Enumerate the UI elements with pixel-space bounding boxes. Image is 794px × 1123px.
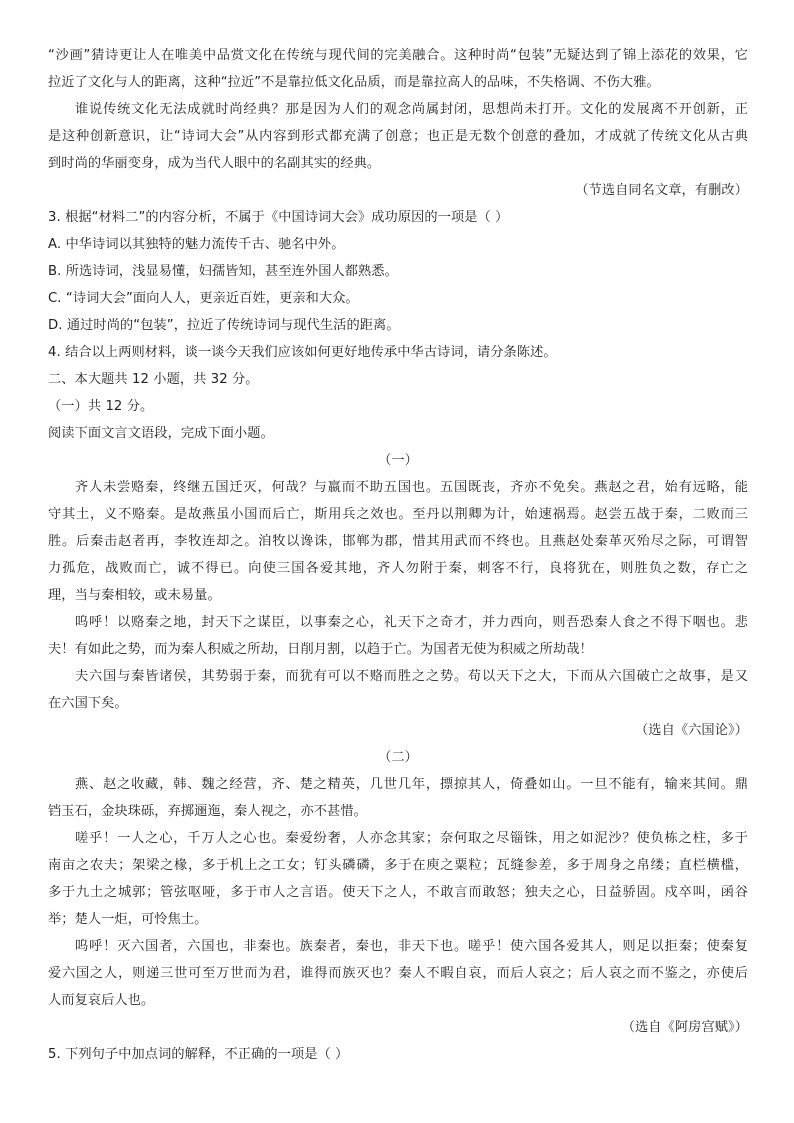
passage-1-marker: （一） xyxy=(378,453,418,468)
text-line: 齐人未尝赂秦，终继五国迁灭，何哉？与嬴而不助五国也。五国既丧，齐亦不免矣。燕赵之君，始有远略，能 xyxy=(75,480,748,495)
text-line: 夫六国与秦皆诸侯，其势弱于秦，而犹有可以不赂而胜之之势。苟以天下之大，下而从六国破亡之故事，是又 xyxy=(75,669,748,684)
text-line: 燕、赵之收藏，韩、魏之经营，齐、楚之精英，几世几年，摽掠其人，倚叠如山。一旦不能有，输来其间。鼎 xyxy=(75,777,748,792)
text-line: 在六国下矣。 xyxy=(48,696,128,711)
subsection-heading: （一）共 12 分。 xyxy=(48,399,154,414)
material-tail-paragraph-1 xyxy=(48,42,748,96)
material-tail-paragraph-2 xyxy=(48,96,748,177)
question-4-stem: 4. 结合以上两则材料，谈一谈今天我们应该如何更好地传承中华古诗词，请分条陈述。 xyxy=(48,345,557,360)
question-3-stem: 3. 根据“材料二”的内容分析，不属于《中国诗词大会》成功原因的一项是（ ） xyxy=(48,210,509,225)
text-line: 拉近了文化与人的距离，这种“拉近”不是靠拉低文化品质，而是靠拉高人的品味，不失格调、不伤大雅。 xyxy=(48,75,660,90)
text-line: 多于九土之城郭；管弦呕哑，多于市人之言语。使天下之人，不敢言而敢怒；独夫之心，日益骄固。戍卒叫，函谷 xyxy=(48,885,748,900)
question-3-option-d: D. 通过时尚的“包装”，拉近了传统诗词与现代生活的距离。 xyxy=(48,318,400,333)
text-line: 铛玉石，金块珠砾，弃掷逦迤，秦人视之，亦不甚惜。 xyxy=(48,804,367,819)
question-5-stem: 5. 下列句子中加点词的解释，不正确的一项是（ ） xyxy=(48,1047,349,1062)
reading-instruction: 阅读下面文言文语段，完成下面小题。 xyxy=(48,426,274,441)
question-3-option-c: C. “诗词大会”面向人人，更亲近百姓，更亲和大众。 xyxy=(48,291,359,306)
passage-2-paragraph-3 xyxy=(48,933,748,1014)
passage-1-paragraph-2 xyxy=(48,609,748,663)
passage-2-paragraph-1 xyxy=(48,771,748,825)
material-source: （节选自同名文章，有删改） xyxy=(575,183,748,198)
passage-1-paragraph-3 xyxy=(48,663,748,717)
passage-2-paragraph-2 xyxy=(48,825,748,933)
text-line: 理，当与秦相较，或未易量。 xyxy=(48,588,221,603)
passage-1-source: （选自《六国论》） xyxy=(635,723,748,738)
passage-2-source: （选自《阿房宫赋》） xyxy=(621,1020,748,1035)
text-line: 举；楚人一炬，可怜焦土。 xyxy=(48,912,208,927)
text-line: 人而复哀后人也。 xyxy=(48,993,155,1008)
question-3-option-a: A. 中华诗词以其独特的魅力流传千古、驰名中外。 xyxy=(48,237,345,252)
text-line: 到时尚的华丽变身，成为当代人眼中的名副其实的经典。 xyxy=(48,156,381,171)
text-line: 呜呼！以赂秦之地，封天下之谋臣，以事秦之心，礼天下之奇才，并力西向，则吾恐秦人食之不得下咽也。悲 xyxy=(75,615,748,630)
text-line: 呜呼！灭六国者，六国也，非秦也。族秦者，秦也，非天下也。嗟乎！使六国各爱其人，则足以拒秦；使秦复 xyxy=(75,939,748,954)
text-line: “沙画”猜诗更让人在唯美中品赏文化在传统与现代间的完美融合。这种时尚“包装”无疑达到了锦上添花的效果，它 xyxy=(48,48,748,63)
text-line: 嗟乎！一人之心，千万人之心也。秦爱纷奢，人亦念其家；奈何取之尽锱铢，用之如泥沙？使负栋之柱，多于 xyxy=(75,831,748,846)
passage-2-marker: （二） xyxy=(378,750,418,765)
text-line: 谁说传统文化无法成就时尚经典？那是因为人们的观念尚属封闭，思想尚未打开。文化的发展离不开创新，正 xyxy=(75,102,748,117)
text-line: 守其土，义不赂秦。是故燕虽小国而后亡，斯用兵之效也。至丹以荆卿为计，始速祸焉。赵尝五战于秦，二败而三 xyxy=(48,507,748,522)
text-line: 是这种创新意识，让“诗词大会”从内容到形式都充满了创意；也正是无数个创意的叠加，才成就了传统文化从古典 xyxy=(48,129,748,144)
text-line: 南亩之农夫；架梁之椽，多于机上之工女；钉头磷磷，多于在庾之粟粒；瓦缝参差，多于周身之帛缕；直栏横槛， xyxy=(48,858,748,873)
text-line: 力孤危，战败而亡，诚不得已。向使三国各爱其地，齐人勿附于秦，刺客不行，良将犹在，则胜负之数，存亡之 xyxy=(48,561,748,576)
passage-1-paragraph-1 xyxy=(48,474,748,609)
text-line: 爱六国之人，则递三世可至万世而为君，谁得而族灭也？秦人不暇自哀，而后人哀之；后人哀之而不鉴之，亦使后 xyxy=(48,966,748,981)
text-line: 胜。后秦击赵者再，李牧连却之。洎牧以谗诛，邯郸为郡，惜其用武而不终也。且燕赵处秦革灭殆尽之际，可谓智 xyxy=(48,534,748,549)
text-line: 夫！有如此之势，而为秦人积威之所劫，日削月割，以趋于亡。为国者无使为积威之所劫哉！ xyxy=(48,642,593,657)
question-3-option-b: B. 所选诗词，浅显易懂，妇孺皆知，甚至连外国人都熟悉。 xyxy=(48,264,398,279)
exam-page xyxy=(48,42,748,1068)
section-heading: 二、本大题共 12 小题，共 32 分。 xyxy=(48,372,259,387)
